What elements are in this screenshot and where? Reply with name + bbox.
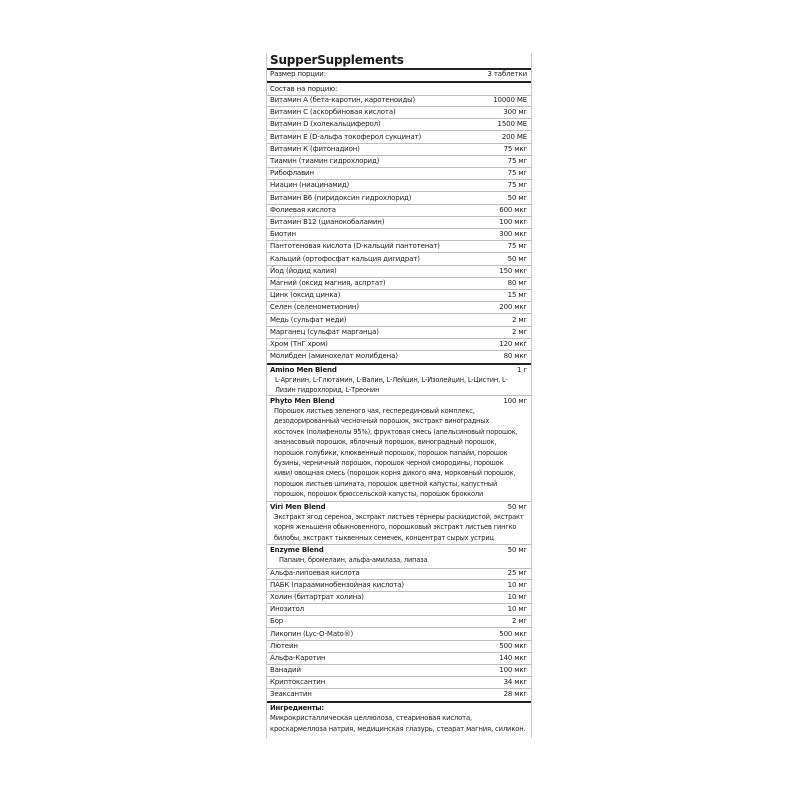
blend-name: Amino Men Blend bbox=[270, 366, 337, 374]
nutrient-name: Пантотеновая кислота (D-кальций пантотенат) bbox=[270, 242, 440, 251]
nutrient-amount: 500 мкг bbox=[499, 641, 527, 650]
nutrient-amount: 50 мг bbox=[507, 193, 527, 202]
nutrient-name: Витамин В12 (цианокобаламин) bbox=[270, 218, 385, 226]
nutrient-amount: 50 мг bbox=[507, 254, 527, 263]
nutrient-amount: 75 мкг bbox=[503, 144, 527, 153]
nutrient-name: Биотин bbox=[270, 230, 296, 239]
blend-ingredients-line: ананасовый порошок, яблочный порошок, виноградный порошок, bbox=[274, 438, 497, 447]
nutrient-amount: 2 мг bbox=[511, 617, 527, 626]
nutrient-amount: 75 мг bbox=[507, 169, 527, 178]
blend-amount: 1 г bbox=[517, 366, 527, 374]
nutrient-name: Кальций (ортофосфат кальция дигидрат) bbox=[270, 254, 420, 263]
nutrient-amount: 75 мг bbox=[507, 242, 527, 251]
blend-ingredients-line: Экстракт ягод сереноа, экстракт листьев тёрнеры раскидистой, экстракт bbox=[274, 513, 524, 521]
nutrient-amount: 300 мкг bbox=[499, 230, 527, 239]
nutrient-amount: 28 мкг bbox=[503, 690, 527, 698]
nutrient-amount: 200 мкг bbox=[499, 303, 527, 312]
nutrient-amount: 2 мг bbox=[511, 327, 527, 336]
row-divider bbox=[267, 640, 531, 641]
nutrient-amount: 10 мг bbox=[507, 605, 527, 614]
blend-ingredients-line: L-Аргинин, L-Глютамин, L-Валин, L-Лейцин, L-Изолейцин, L-Цистин, L- bbox=[275, 376, 508, 384]
nutrient-amount: 10 мг bbox=[507, 593, 527, 602]
nutrient-amount: 150 мкг bbox=[499, 266, 527, 275]
nutrient-amount: 25 мг bbox=[507, 569, 527, 577]
nutrient-name: Витамин А (бета-каротин, каротеноиды) bbox=[270, 96, 416, 104]
nutrient-name: Витамин D (холекальциферол) bbox=[270, 120, 381, 129]
nutrient-amount: 80 мкг bbox=[503, 352, 527, 361]
nutrient-amount: 300 мг bbox=[503, 108, 527, 117]
blend-name: Phyto Men Blend bbox=[270, 397, 335, 405]
row-divider bbox=[267, 664, 531, 665]
blend-ingredients-line: косточек (полифенолы 95%), фруктовая смесь (апельсиновый порошок, bbox=[274, 427, 518, 436]
nutrient-name: Альфа-липоевая кислота bbox=[270, 569, 360, 577]
nutrient-amount: 140 мкг bbox=[499, 653, 527, 662]
supplement-facts-label bbox=[266, 53, 532, 738]
blend-ingredients bbox=[275, 375, 508, 396]
nutrient-name: Магний (оксид магния, аспртат) bbox=[270, 279, 386, 287]
blend-ingredients-line: порошок, порошок брюссельской капусты, порошок брокколи bbox=[274, 490, 484, 499]
nutrient-amount: 100 мкг bbox=[499, 665, 527, 674]
blend-amount: 100 мг bbox=[503, 397, 527, 405]
row-divider bbox=[267, 228, 531, 229]
nutrient-name: Альфа-Каротин bbox=[270, 653, 326, 662]
blend-ingredients-line: бузины, черничный порошок, порошок черной смородины, порошок bbox=[274, 459, 504, 468]
nutrient-name: Молибден (аминохелат молибдена) bbox=[270, 352, 398, 361]
nutrient-amount: 10000 МЕ bbox=[493, 96, 527, 104]
nutrient-name: Хром (ТнГ хром) bbox=[270, 340, 328, 348]
serving-rule bbox=[267, 81, 531, 83]
nutrient-name: Тиамин (тиамин гидрохлорид) bbox=[270, 157, 380, 165]
nutrient-amount: 2 мг bbox=[511, 315, 527, 324]
blend-ingredients bbox=[274, 512, 524, 543]
nutrient-amount: 34 мкг bbox=[503, 677, 527, 686]
blend-ingredients-line: порошок голубики, клюквенный порошок, порошок папайи, порошок bbox=[274, 448, 508, 457]
blend-ingredients bbox=[279, 555, 427, 565]
nutrient-name: Витамин К (фитонадион) bbox=[270, 144, 360, 153]
nutrient-amount: 120 мкг bbox=[499, 340, 527, 348]
nutrient-name: Криптоксантин bbox=[270, 677, 326, 686]
blend-ingredients-line: порошок листьев шпината, порошок цветной капусты, капустный bbox=[274, 479, 498, 488]
nutrient-name: Селен (селенометионин) bbox=[270, 303, 359, 312]
nutrient-name: Инозитол bbox=[270, 605, 305, 614]
nutrient-amount: 500 мкг bbox=[499, 629, 527, 638]
blend-ingredients bbox=[274, 406, 518, 500]
nutrient-name: Йод (йодид калия) bbox=[270, 266, 337, 275]
row-divider bbox=[267, 603, 531, 604]
nutrient-amount: 15 мг bbox=[507, 291, 527, 300]
nutrient-amount: 80 мг bbox=[507, 279, 527, 287]
nutrient-amount: 200 МЕ bbox=[501, 132, 527, 141]
nutrient-name: Зеаксантин bbox=[270, 690, 312, 698]
blend-ingredients-line: дезодорированный чесночный порошок, экстракт виноградных bbox=[274, 417, 490, 426]
serving-size-value: 3 таблетки bbox=[487, 70, 527, 78]
nutrient-amount: 75 мг bbox=[507, 157, 527, 165]
per-serving-label: Состав на порцию: bbox=[270, 85, 338, 93]
nutrient-amount: 100 мкг bbox=[499, 218, 527, 226]
nutrient-name: Марганец (сульфат марганца) bbox=[270, 327, 379, 336]
brand-title: SupperSupplements bbox=[270, 53, 404, 67]
nutrient-name: Ликопин (Lyc-O-Mato®) bbox=[270, 629, 354, 638]
nutrient-name: Цинк (оксид цинка) bbox=[270, 291, 341, 300]
blend-amount: 50 мг bbox=[507, 546, 527, 554]
ingredients-line: кроскармеллоза натрия, медицинская глазурь, стеарат магния, силикон. bbox=[270, 725, 526, 733]
nutrient-name: ПАБК (парааминобензойная кислота) bbox=[270, 581, 404, 590]
nutrient-name: Витамин Е (D-альфа токоферол сукцинат) bbox=[270, 132, 422, 141]
ingredients-title: Ингредиенты: bbox=[270, 704, 324, 712]
blend-ingredients-line: Порошок листьев зеленого чая, гесперединовый комплекс, bbox=[274, 407, 475, 415]
nutrient-name: Бор bbox=[270, 617, 284, 626]
nutrient-name: Фолиевая кислота bbox=[270, 205, 336, 214]
nutrient-amount: 1500 МЕ bbox=[497, 120, 527, 129]
blend-ingredients-line: Папаин, бромелаин, альфа-амилаза, липаза bbox=[279, 556, 428, 564]
nutrient-amount: 10 мг bbox=[507, 581, 527, 590]
nutrient-name: Рибофлавин bbox=[270, 169, 314, 178]
nutrient-name: Ванадий bbox=[270, 665, 301, 674]
nutrient-name: Лютеин bbox=[270, 641, 298, 650]
blend-ingredients-line: Лизин гидрохлорид, L-Треонин bbox=[275, 386, 380, 395]
nutrient-amount: 75 мг bbox=[507, 181, 527, 190]
nutrient-name: Холин (битартрат холина) bbox=[270, 593, 364, 602]
row-divider bbox=[267, 615, 531, 616]
serving-size-label: Размер порции: bbox=[270, 70, 326, 78]
nutrient-name: Витамин С (аскорбиновая кислота) bbox=[270, 108, 396, 117]
ingredients-text bbox=[270, 713, 526, 735]
nutrient-name: Медь (сульфат меди) bbox=[270, 315, 347, 324]
blend-ingredients-line: билобы, экстракт тыквенных семечек, концентрат сырых устриц bbox=[274, 533, 494, 542]
blend-amount: 50 мг bbox=[507, 503, 527, 511]
blend-name: Viri Men Blend bbox=[270, 503, 326, 511]
nutrient-amount: 600 мкг bbox=[499, 205, 527, 214]
ingredients-line: Микрокристаллическая целлюлоза, стеариновая кислота, bbox=[270, 714, 472, 722]
nutrient-name: Витамин В6 (пиридоксин гидрохлорид) bbox=[270, 193, 412, 202]
blend-ingredients-line: киви) овощная смесь (порошок корня дикого яма, морковный порошок, bbox=[274, 469, 516, 478]
nutrient-name: Ниацин (ниацинамид) bbox=[270, 181, 350, 190]
blend-name: Enzyme Blend bbox=[270, 546, 324, 554]
blend-ingredients-line: корня женьшеня обыкновенного, порошковый экстракт листьев гингко bbox=[274, 523, 517, 532]
